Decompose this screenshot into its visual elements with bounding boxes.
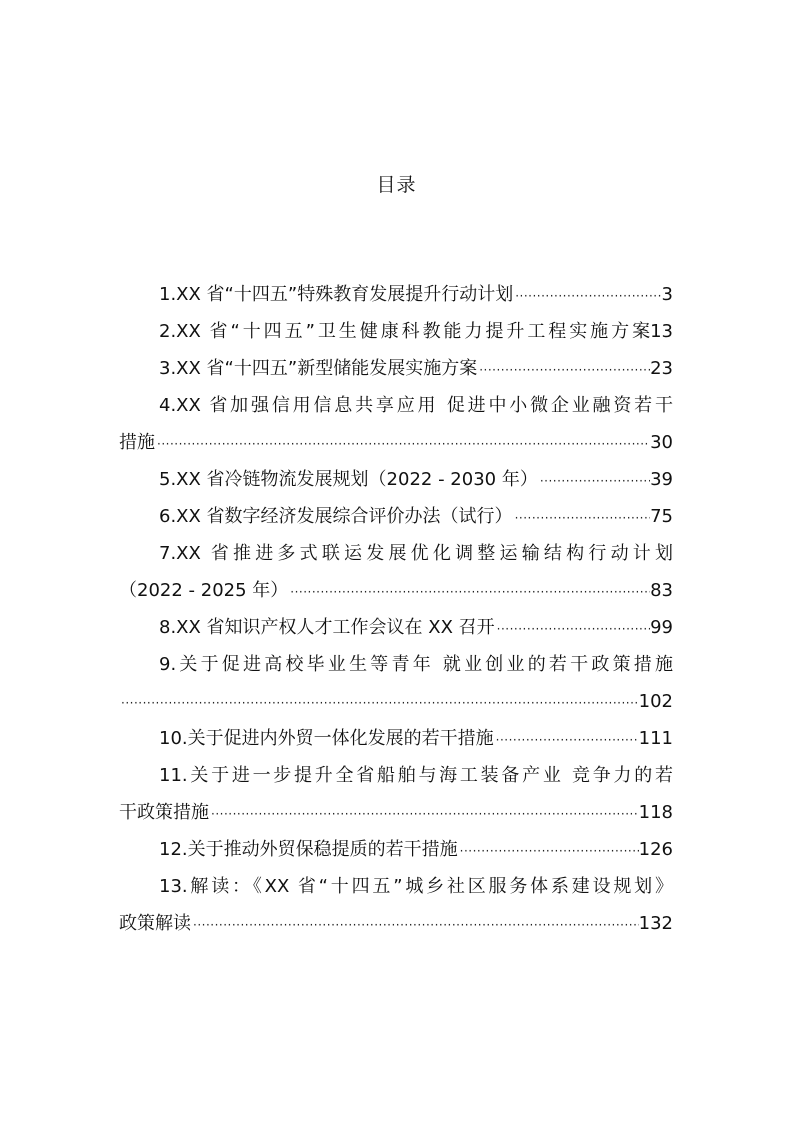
toc-page-number: 23 bbox=[650, 358, 673, 379]
toc-entry-9[interactable] bbox=[119, 646, 673, 683]
dot-leader bbox=[513, 278, 661, 315]
toc-entry-text: 11.关于进一步提升全省船舶与海工装备产业 竞争力的若 bbox=[159, 765, 673, 786]
toc-entry-13[interactable] bbox=[119, 868, 673, 905]
dot-leader bbox=[119, 685, 639, 722]
toc-entry-text: 3.XX 省“十四五”新型储能发展实施方案 bbox=[159, 358, 478, 379]
toc-page-number: 83 bbox=[650, 580, 673, 601]
toc-entry-7-cont[interactable] bbox=[119, 572, 673, 609]
toc-entry-text-cont: 干政策措施 bbox=[119, 802, 209, 823]
dot-leader bbox=[458, 833, 639, 870]
toc-entry-text: 13.解读：《XX 省“十四五”城乡社区服务体系建设规划》 bbox=[159, 876, 673, 897]
toc-entry-2[interactable] bbox=[119, 313, 673, 350]
dot-leader bbox=[477, 352, 650, 389]
dot-leader bbox=[513, 500, 651, 537]
toc-page-number: 118 bbox=[638, 802, 673, 823]
toc-page-number: 3 bbox=[661, 284, 673, 305]
toc-entry-text-cont: 措施 bbox=[119, 432, 155, 453]
toc-entry-12[interactable] bbox=[119, 831, 673, 868]
toc-entry-text-cont: 政策解读 bbox=[119, 913, 191, 934]
toc-entry-text: 7.XX 省推进多式联运发展优化调整运输结构行动计划 bbox=[159, 543, 673, 564]
dot-leader bbox=[288, 574, 650, 611]
toc-entry-text: 12.关于推动外贸保稳提质的若干措施 bbox=[159, 839, 458, 860]
toc-entry-8[interactable] bbox=[119, 609, 673, 646]
toc-title: 目录 bbox=[376, 174, 417, 196]
toc-page-number: 126 bbox=[638, 839, 673, 860]
toc-entry-text-cont: （2022 - 2025 年） bbox=[119, 580, 289, 601]
toc-page-number: 30 bbox=[650, 432, 673, 453]
toc-page-number: 102 bbox=[638, 691, 673, 712]
toc-entry-text: 6.XX 省数字经济发展综合评价办法（试行） bbox=[159, 506, 513, 527]
dot-leader bbox=[494, 722, 639, 759]
toc-entry-text: 1.XX 省“十四五”特殊教育发展提升行动计划 bbox=[159, 284, 514, 305]
toc-entry-11-cont[interactable] bbox=[119, 794, 673, 831]
toc-page-number: 13 bbox=[650, 321, 673, 342]
dot-leader bbox=[495, 611, 650, 648]
toc-entry-11[interactable] bbox=[119, 757, 673, 794]
toc-entry-7[interactable] bbox=[119, 535, 673, 572]
toc-page-number: 111 bbox=[638, 728, 673, 749]
toc-entry-text: 8.XX 省知识产权人才工作会议在 XX 召开 bbox=[159, 617, 495, 638]
toc-page-number: 99 bbox=[650, 617, 673, 638]
toc-entry-text: 9.关于促进高校毕业生等青年 就业创业的若干政策措施 bbox=[159, 654, 673, 675]
table-of-contents bbox=[119, 276, 673, 942]
dot-leader bbox=[191, 907, 639, 944]
toc-page-number: 132 bbox=[638, 913, 673, 934]
toc-entry-5[interactable] bbox=[119, 461, 673, 498]
toc-entry-9-cont[interactable] bbox=[119, 683, 673, 720]
toc-entry-text: 4.XX 省加强信用信息共享应用 促进中小微企业融资若干 bbox=[159, 395, 673, 416]
toc-entry-13-cont[interactable] bbox=[119, 905, 673, 942]
toc-entry-3[interactable] bbox=[119, 350, 673, 387]
toc-entry-text: 10.关于促进内外贸一体化发展的若干措施 bbox=[159, 728, 494, 749]
toc-entry-10[interactable] bbox=[119, 720, 673, 757]
toc-entry-6[interactable] bbox=[119, 498, 673, 535]
toc-page-number: 75 bbox=[650, 506, 673, 527]
toc-entry-4[interactable] bbox=[119, 387, 673, 424]
toc-entry-text: 5.XX 省冷链物流发展规划（2022 - 2030 年） bbox=[159, 469, 538, 490]
dot-leader bbox=[538, 463, 650, 500]
toc-entry-text: 2.XX 省“十四五”卫生健康科教能力提升工程实施方案 bbox=[159, 321, 651, 342]
toc-entry-4-cont[interactable] bbox=[119, 424, 673, 461]
toc-page-number: 39 bbox=[650, 469, 673, 490]
dot-leader bbox=[209, 796, 639, 833]
dot-leader bbox=[155, 426, 650, 463]
toc-entry-1[interactable] bbox=[119, 276, 673, 313]
